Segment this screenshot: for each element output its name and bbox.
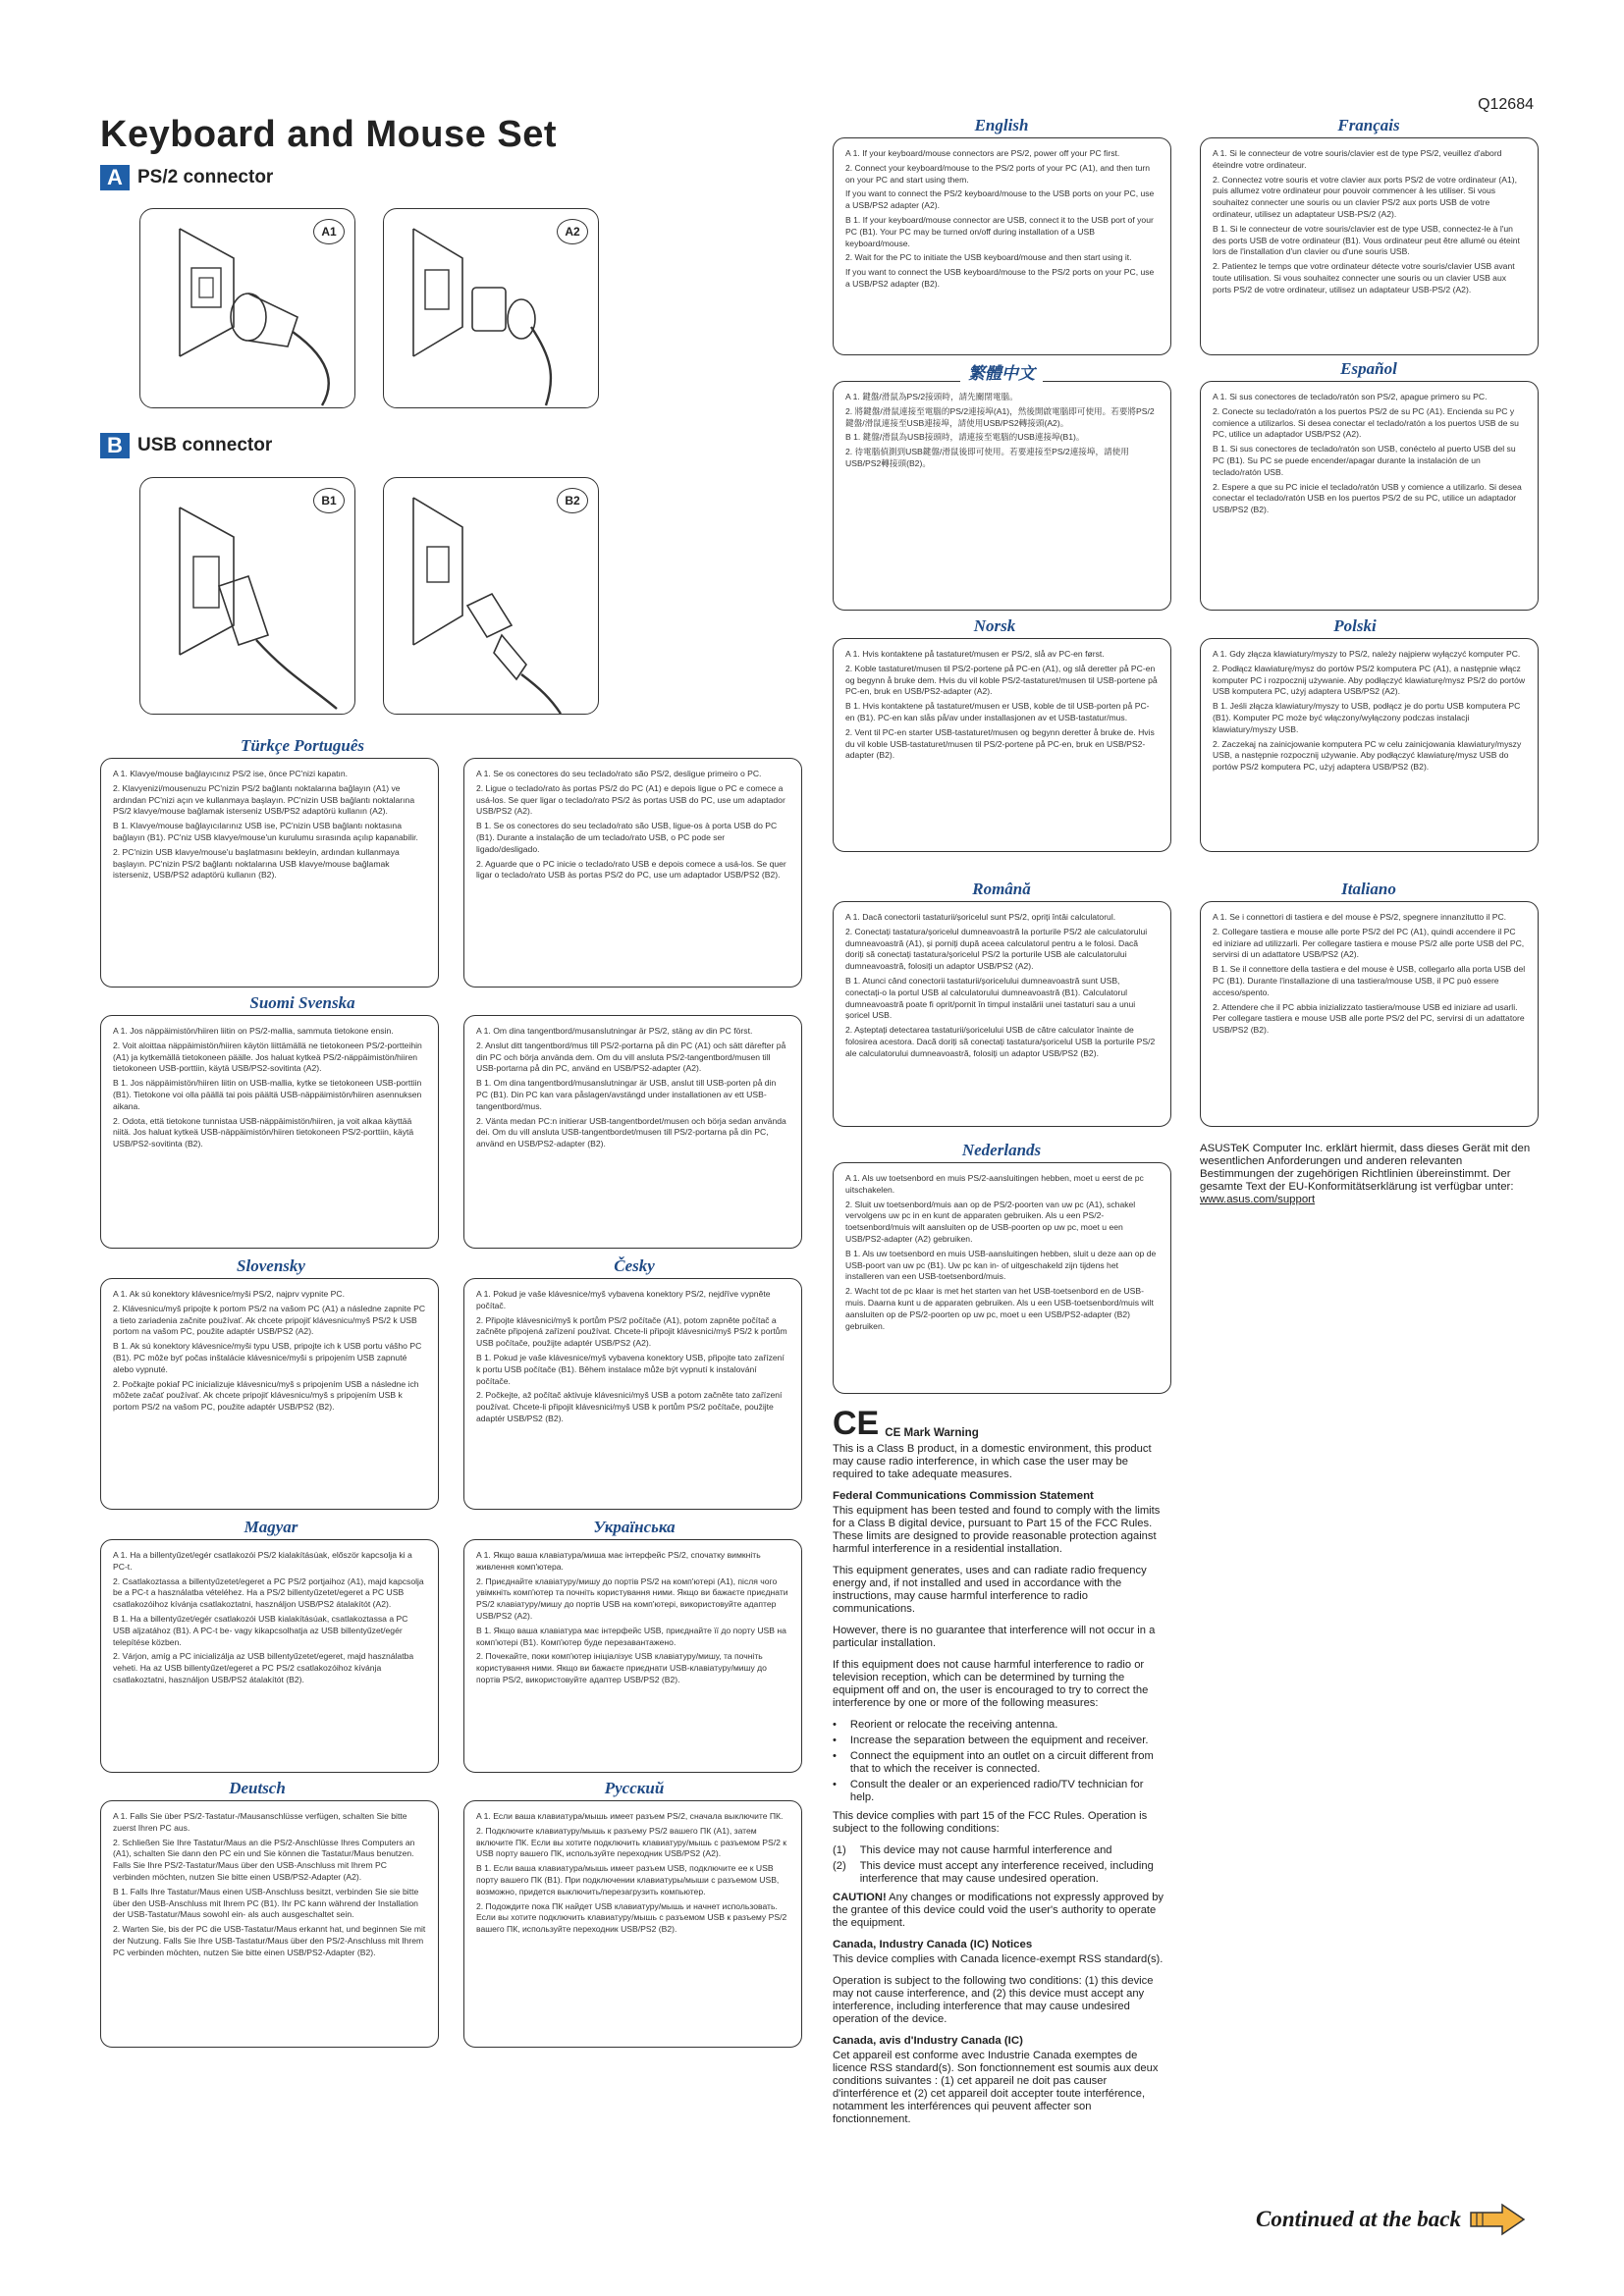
fcc-measure: • Consult the dealer or an experienced radio/TV technician for help.: [833, 1779, 1144, 1803]
section-b-text: USB connector: [137, 435, 273, 455]
heading-suomi: Suomi Svenska: [242, 993, 362, 1013]
fcc-p4: If this equipment does not cause harmful interference to radio or television reception, which can be determined by turning the equipment off and on, the user is encouraged to try to correct the interference by one or more of the following measures:: [833, 1659, 1149, 1709]
magyar-line-2: 2. Csatlakoztassa a billentyűzetet/egeret a PC PS/2 portjaihoz (A1), majd kapcsolja be a PC-t a használatba vételéhez. Ha a PS/2 billentyűzetet/egeret a PC USB csatlakozóihoz kívánja csatlakoztatni, használjon USB/PS2 átalakítót (A2).: [113, 1575, 424, 1610]
ukr-line-1: A 1. Якщо ваша клавіатура/миша має інтерфейс PS/2, спочатку вимкніть живлення комп'ютера.: [476, 1550, 761, 1572]
cesky-box: [463, 1278, 802, 1510]
portugues-line-2: 2. Ligue o teclado/rato às portas PS/2 do PC (A1) e depois ligue o PC e comece a usá-los. Se quer ligar o teclado/rato PS/2 às portas USB do PC, use um adaptador USB/PS2 (A2).: [476, 782, 785, 817]
magyar-box: [100, 1539, 439, 1773]
deutsch-line-4: 2. Warten Sie, bis der PC die USB-Tastatur/Maus erkannt hat, und beginnen Sie mit der Nutzung. Falls Sie Ihre USB-Tastatur/Maus über den PS/2-Anschluss mit Ihrem PC verbinden möchten, nutzen Sie bitte einen USB/PS2-Adapter (B2).: [113, 1924, 426, 1957]
nederlands-box: [833, 1162, 1171, 1394]
slovensky-line-2: 2. Klávesnicu/myš pripojte k portom PS/2 na vašom PC (A1) a následne zapnite PC a tieto zariadenia začnite používať. Ak chcete pripojiť klávesnicu/myš PS/2 k USB portom na vašom PC, použite adaptér USB/PS2 (A2).: [113, 1303, 426, 1337]
model-code: Q12684: [1478, 96, 1534, 113]
heading-russian: Русский: [597, 1779, 673, 1798]
magyar-line-1: A 1. Ha a billentyűzet/egér csatlakozói PS/2 kialakításúak, először kapcsolja ki a PC-t.: [113, 1550, 412, 1572]
ce-title: CE Mark Warning: [885, 1426, 979, 1439]
italiano-line-1: A 1. Se i connettori di tastiera e del mouse è PS/2, spegnere innanzitutto il PC.: [1213, 912, 1507, 922]
canada-p2: Operation is subject to the following two conditions: (1) this device may not cause interference, and (2) this device must accept any interference, including interference that may cause undesired operation of the device.: [833, 1975, 1154, 2025]
arrow-right-icon: [1469, 2203, 1526, 2236]
nederlands-line-4: 2. Wacht tot de pc klaar is met het starten van het USB-toetsenbord en de USB-muis. Daarna kunt u de apparaten gebruiken. Als u een USB-toetsenbord/muis wilt aansluiten op de PS/2-poorten op uw pc, moet u een USB/PS2-adapter (B2) gebruiken.: [845, 1286, 1154, 1331]
ukr-line-2: 2. Приєднайте клавіатуру/мишу до портів PS/2 на комп'ютері (A1), після чого увімкніть комп'ютер та почніть користування ними. Якщо ви бажаєте приєднати PS/2 клавіатуру/мишу до портів USB на комп'ютері, використовуйте адаптер USB/PS2 (A2).: [476, 1575, 788, 1621]
nederlands-line-3: B 1. Als uw toetsenbord en muis USB-aansluitingen hebben, sluit u deze aan op de USB-poort van uw pc (B1). Uw pc kan in- of uitgeschakeld zijn tijdens het installeren van een USB-toetsenbord/muis.: [845, 1248, 1157, 1282]
illustration-a1-tag: A1: [313, 219, 345, 244]
ps2-adapter-icon: [384, 478, 598, 714]
svenska-line-3: B 1. Om dina tangentbord/musanslutningar är USB, anslut till USB-porten på din PC (B1). Din PC kan vara påslagen/avstängd under installationen av ett USB-tangentbord/mus.: [476, 1078, 777, 1111]
ukr-line-3: B 1. Якщо ваша клавіатура має інтерфейс USB, приєднайте її до порту USB на комп'ютері (B1). Комп'ютер буде перезавантажено.: [476, 1625, 786, 1647]
fcc-p1: This equipment has been tested and found to comply with the limits for a Class B digital device, pursuant to Part 15 of the FCC Rules. These limits are designed to provide reasonable protection against harmful interference in a residential installation.: [833, 1505, 1161, 1555]
heading-espanol: Español: [1332, 359, 1405, 379]
slovensky-line-3: B 1. Ak sú konektory klávesnice/myši typu USB, pripojte ich k USB portu vášho PC (B1). PC môže byť počas inštalácie klávesnice/myši s pripojením USB zapnuté alebo vypnuté.: [113, 1341, 422, 1374]
heading-francais: Français: [1329, 116, 1407, 135]
asus-declaration: [1200, 1143, 1534, 1206]
english-line-5: 2. Wait for the PC to initiate the USB keyboard/mouse and then start using it.: [845, 252, 1132, 263]
heading-deutsch: Deutsch: [221, 1779, 294, 1798]
fcc-p5: This device complies with part 15 of the FCC Rules. Operation is subject to the following conditions:: [833, 1810, 1148, 1835]
chinese-box: [833, 381, 1171, 611]
francais-line-3: B 1. Si le connecteur de votre souris/clavier est de type USB, connectez-le à l'un des ports USB de votre ordinateur (B1). Vous ordinateur peut être allumé ou éteint lors de l'installation d'un clavier ou d'une souris USB.: [1213, 223, 1520, 257]
english-line-1: A 1. If your keyboard/mouse connectors are PS/2, power off your PC first.: [845, 148, 1120, 158]
portugues-line-1: A 1. Se os conectores do seu teclado/rato são PS/2, desligue primeiro o PC.: [476, 769, 762, 778]
romana-line-1: A 1. Dacă conectorii tastaturii/șoricelul sunt PS/2, opriți întâi calculatorul.: [845, 912, 1116, 922]
slovensky-line-4: 2. Počkajte pokiaľ PC inicializuje klávesnicu/myš s pripojením USB a následne ich môžete začať používať. Ak chcete pripojiť klávesnicu/myš s pripojením USB k portom PS/2 na vašom PC, použite adaptér USB/PS2 (B2).: [113, 1378, 419, 1413]
ce-text: This is a Class B product, in a domestic environment, this product may cause radio interference, in which case the user may be required to take adequate measures.: [833, 1443, 1152, 1480]
nederlands-line-2: 2. Sluit uw toetsenbord/muis aan op de PS/2-poorten van uw pc (A1), schakel vervolgens uw pc in en kunt de apparaten gebruiken. Als u een PS/2-toetsenbord/muis wilt aansluiten op de USB-poorten op uw pc, moet u een USB/PS2-adapter (A2) gebruiken.: [845, 1199, 1136, 1244]
suomi-line-2: 2. Voit aloittaa näppäimistön/hiiren käytön liittämällä ne tietokoneen PS/2-portteihin (A1) ja kytkemällä tietokoneen päälle. Jos haluat kytkeä PS/2-näppäimistön/hiiren tietokoneen USB-porttiin, käytä USB/PS2-sovitinta (A2).: [113, 1040, 422, 1074]
fcc-p2: This equipment generates, uses and can radiate radio frequency energy and, if not installed and used in accordance with the instructions, may cause harmful interference to radio communications.: [833, 1565, 1147, 1615]
francais-box: [1200, 137, 1539, 355]
asus-support-link[interactable]: www.asus.com/support: [1200, 1194, 1316, 1205]
ukr-line-4: 2. Почекайте, поки комп'ютер ініціалізує USB клавіатуру/мишу, та почніть користування ними. Якщо ви бажаєте приєднати USB-клавіатуру/мишу до портів PS/2, використовуйте адаптер USB/PS2 (B2).: [476, 1651, 767, 1684]
polski-line-2: 2. Podłącz klawiaturę/mysz do portów PS/2 komputera PC (A1), a następnie włącz komputer PC i rozpocznij używanie. Aby podłączyć klawiaturę/mysz PS/2 do portów USB komputera PC, użyj adaptera USB/PS2 (A2).: [1213, 663, 1526, 697]
heading-english: English: [967, 116, 1037, 135]
slovensky-line-1: A 1. Ak sú konektory klávesnice/myši PS/2, najprv vypnite PC.: [113, 1289, 345, 1299]
nederlands-line-1: A 1. Als uw toetsenbord en muis PS/2-aansluitingen hebben, moet u eerst de pc uitschakelen.: [845, 1173, 1144, 1195]
espanol-line-3: B 1. Si sus conectores de teclado/ratón son USB, conéctelo al puerto USB del su PC (B1). Su PC se puede encender/apagar durante la instalación de un teclado/ratón USB.: [1213, 444, 1516, 477]
section-a-label: [100, 165, 273, 190]
polski-line-4: 2. Zaczekaj na zainicjowanie komputera PC w celu zainicjowania klawiatury/myszy USB, a następnie rozpocznij używanie. Aby podłączyć klawiaturę/mysz USB do portów PS/2 komputera PC, użyj adaptera USB/PS2 (B2).: [1213, 738, 1522, 773]
fcc-caution: CAUTION! Any changes or modifications not expressly approved by the grantee of this device could void the user's authority to operate the equipment.: [833, 1892, 1164, 1929]
english-box: [833, 137, 1171, 355]
heading-polski: Polski: [1326, 616, 1383, 636]
francais-line-1: A 1. Si le connecteur de votre souris/clavier est de type PS/2, veuillez d'abord éteindre votre ordinateur.: [1213, 148, 1502, 170]
usb-adapter-icon: [384, 209, 598, 407]
fcc-conditions: [833, 1844, 1166, 1886]
suomi-line-4: 2. Odota, että tietokone tunnistaa USB-näppäimistön/hiiren, ja voit alkaa käyttää niitä. Jos haluat kytkeä USB-näppäimistön/hiiren tietokoneen PS/2-porttiin, käytä USB/PS2-sovitinta (B2).: [113, 1115, 414, 1149]
heading-slovensky: Slovensky: [229, 1256, 313, 1276]
turkce-line-4: 2. PC'nizin USB klavye/mouse'u başlatmasını bekleyin, ardından kullanmaya başlayın. PC'nizin PS/2 bağlantı noktalarına USB klavye/mouse bağlamak isterseniz, USB/PS2 adaptörü kullanın (B2).: [113, 846, 400, 881]
regulatory-notices: [833, 1405, 1166, 2135]
cesky-line-2: 2. Připojte klávesnici/myš k portům PS/2 počítače (A1), potom zapněte počítač a začněte připojená zařízení používat. Chcete-li připojit klávesnici/myš PS/2 k portům USB počítače, použijte adaptér USB/PS2 (A2).: [476, 1314, 787, 1349]
heading-norsk: Norsk: [966, 616, 1024, 636]
romana-line-4: 2. Așteptați detectarea tastaturii/șoricelului USB de către calculator înainte de folosirea acestora. Dacă doriți să conectați tastatura/șoricelul USB la porturile PS/2 ale calculatorului dumneavoastră, folosiți un adaptor USB/PS2 (B2).: [845, 1025, 1156, 1058]
fcc-p3: However, there is no guarantee that interference will not occur in a particular installation.: [833, 1625, 1156, 1649]
turkce-line-3: B 1. Klavye/mouse bağlayıcılarınız USB ise, PC'nizin USB bağlantı noktasına bağlayın (B1). PC'niz USB klavye/mouse'un kurulumu sırasında açılıp kapanabilir.: [113, 821, 418, 842]
canada-title: Canada, Industry Canada (IC) Notices: [833, 1939, 1033, 1950]
fcc-measure: • Increase the separation between the equipment and receiver.: [833, 1735, 1149, 1746]
heading-turkce: Türkçe Português: [233, 736, 372, 756]
norsk-line-3: B 1. Hvis kontaktene på tastaturet/musen er USB, koble de til USB-porten på PC-en (B1). PC-en kan slås på/av under installasjonen av et USB-tastatur/mus.: [845, 701, 1150, 722]
russian-line-4: 2. Подождите пока ПК найдет USB клавиатуру/мышь и начнет использовать. Если вы хотите подключить клавиатуру/мышь с разъемом USB к разъему PS/2 вашего ПК, используйте переходник USB/PS2 (B2).: [476, 1900, 787, 1935]
cesky-line-3: B 1. Pokud je vaše klávesnice/myš vybavena konektory USB, připojte tato zařízení k portu USB počítače (B1). Během instalace může být vypnutí k instalování počítače.: [476, 1352, 785, 1386]
fcc-measures: [833, 1719, 1166, 1804]
canada-fr-p: Cet appareil est conforme avec Industrie Canada exemptes de licence RSS standard(s). Son fonctionnement est soumis aux deux conditions suivantes : (1) cet appareil ne doit pas causer d'interférence et (2) cet appareil doit accepter toute interférence, notamment les interférences qui peuvent affecter son fonctionnement.: [833, 2050, 1159, 2125]
russian-line-3: B 1. Если ваша клавиатура/мышь имеет разъем USB, подключите ее к USB порту вашего ПК (B1). При подключении клавиатуры/мыши с разъемом USB, возможно, придется выключить/перезагрузить компьютер.: [476, 1863, 780, 1896]
russian-line-1: A 1. Если ваша клавиатура/мышь имеет разъем PS/2, сначала выключите ПК.: [476, 1811, 784, 1821]
fcc-condition: (1) This device may not cause harmful interference and: [833, 1844, 1112, 1856]
deutsch-line-1: A 1. Falls Sie über PS/2-Tastatur-/Mausanschlüsse verfügen, schalten Sie bitte zuerst Ihren PC aus.: [113, 1811, 407, 1833]
heading-romana: Română: [964, 880, 1039, 899]
polski-line-1: A 1. Gdy złącza klawiatury/myszy to PS/2, należy najpierw wyłączyć komputer PC.: [1213, 649, 1521, 659]
svenska-line-1: A 1. Om dina tangentbord/musanslutningar är PS/2, stäng av din PC först.: [476, 1026, 753, 1036]
continued-text: Continued at the back: [1256, 2207, 1461, 2231]
canada-p1: This device complies with Canada licence-exempt RSS standard(s).: [833, 1953, 1164, 1965]
section-b-label: [100, 433, 272, 458]
deutsch-line-2: 2. Schließen Sie Ihre Tastatur/Maus an die PS/2-Anschlüsse Ihres Computers an (A1), schalten Sie dann den PC ein und Sie können die Tastatur/Maus benutzen. Falls Sie Ihre PS/2-Tastatur/Maus über den USB-Anschluss mit Ihrem PC verbinden möchten, nutzen Sie bitte einen USB/PS2-Adapter (A2).: [113, 1837, 415, 1882]
fcc-title: Federal Communications Commission Statement: [833, 1490, 1094, 1502]
heading-italiano: Italiano: [1333, 880, 1404, 899]
italiano-line-2: 2. Collegare tastiera e mouse alle porte PS/2 del PC (A1), quindi accendere il PC ed iniziare ad utilizzarli. Per collegare tastiera e mouse PS/2 alle porte USB del PC, servirsi di un adattatore USB/PS2 (A2).: [1213, 926, 1525, 960]
chinese-line-3: B 1. 鍵盤/滑鼠為USB接頭時，請連接至電腦的USB連接埠(B1)。: [845, 432, 1085, 443]
norsk-line-2: 2. Koble tastaturet/musen til PS/2-portene på PC-en (A1), og slå deretter på PC-en og begynn å bruke dem. Hvis du vil koble PS/2-tastaturet/musen til USB-portene på PC-en, bruk en USB/PS2-adapter (A2).: [845, 663, 1158, 697]
deutsch-line-3: B 1. Falls Ihre Tastatur/Maus einen USB-Anschluss besitzt, verbinden Sie sie bitte über den USB-Anschluss mit Ihrem PC (B1). Ihr PC kann während der Installation der USB-Tastatur/Maus sowohl ein- als auch ausgeschaltet sein.: [113, 1886, 419, 1920]
suomi-box: [100, 1015, 439, 1249]
english-line-3: If you want to connect the PS/2 keyboard/mouse to the USB ports on your PC, use a USB/PS2 adapter (A2).: [845, 188, 1155, 211]
svenska-line-4: 2. Vänta medan PC:n initierar USB-tangentbordet/musen och börja sedan använda dei. Om du vill ansluta USB-tangentbordet/musen till PS/2-portarna på din PC, använd en USB/PS2-adapter (B2).: [476, 1115, 786, 1149]
svenska-box: [463, 1015, 802, 1249]
suomi-line-1: A 1. Jos näppäimistön/hiiren liitin on PS/2-mallia, sammuta tietokone ensin.: [113, 1026, 394, 1036]
norsk-line-1: A 1. Hvis kontaktene på tastaturet/musen er PS/2, slå av PC-en først.: [845, 649, 1105, 659]
espanol-box: [1200, 381, 1539, 611]
fcc-measure: • Reorient or relocate the receiving antenna.: [833, 1719, 1058, 1731]
illustration-a2: [383, 208, 599, 408]
norsk-line-4: 2. Vent til PC-en starter USB-tastaturet/musen og begynn deretter å bruke de. Hvis du vil koble USB-tastaturet/musen til PS/2-portene på PC-en, bruk en USB/PS2-adapter (B2).: [845, 726, 1155, 761]
canada-fr-title: Canada, avis d'Industry Canada (IC): [833, 2035, 1023, 2047]
espanol-line-4: 2. Espere a que su PC inicie el teclado/ratón USB y comience a utilizarlo. Si desea conectar el teclado/ratón USB en los puertos PS/2 de su PC, utilice un adaptador USB/PS2 (B2).: [1213, 481, 1522, 515]
turkce-line-2: 2. Klavyenizi/mousenuzu PC'nizin PS/2 bağlantı noktalarına bağlayın (A1) ve ardından PC'nizi açın ve kullanmaya başlayın. PC'nizin USB bağlantı noktalarına PS/2 klavye/mouse bağlamak isterseniz USB/PS2 adaptörü kullanın (A2).: [113, 782, 415, 817]
usb-plug-icon: [140, 478, 354, 714]
heading-nederlands: Nederlands: [954, 1141, 1049, 1160]
russian-box: [463, 1800, 802, 2048]
portugues-line-4: 2. Aguarde que o PC inicie o teclado/rato USB e depois comece a usá-los. Se quer ligar o teclado/rato USB às portas PS/2 do PC, use um adaptador USB/PS2 (B2).: [476, 858, 786, 881]
heading-chinese: 繁體中文: [960, 359, 1043, 384]
section-a-text: PS/2 connector: [137, 167, 274, 187]
ukr-box: [463, 1539, 802, 1773]
italiano-line-3: B 1. Se il connettore della tastiera e del mouse è USB, collegarlo alla porta USB del PC (B1). Durante l'installazione di una tastiera/mouse USB, il PC può essere acceso/spento.: [1213, 964, 1526, 997]
chinese-line-4: 2. 待電腦偵測到USB鍵盤/滑鼠後即可使用。若要連接至PS/2連接埠，請使用USB/PS2轉接頭(B2)。: [845, 447, 1129, 468]
heading-ukr: Українська: [585, 1518, 682, 1537]
ps2-plug-icon: [140, 209, 354, 407]
illustration-b1: [139, 477, 355, 715]
francais-line-4: 2. Patientez le temps que votre ordinateur détecte votre souris/clavier USB avant toute utilisation. Si vous souhaitez connecter une souris ou un clavier USB aux ports PS/2 de votre ordinateur, utilisez un adaptateur USB-PS/2 (A2).: [1213, 261, 1515, 294]
illustration-a2-tag: A2: [557, 219, 588, 244]
chinese-line-2: 2. 將鍵盤/滑鼠連接至電腦的PS/2連接埠(A1)，然後開啟電腦即可使用。若要將PS/2鍵盤/滑鼠連接至USB連接埠，請使用USB/PS2轉接頭(A2)。: [845, 405, 1155, 428]
turkce-line-1: A 1. Klavye/mouse bağlayıcınız PS/2 ise, önce PC'nizi kapatın.: [113, 769, 349, 778]
deutsch-box: [100, 1800, 439, 2048]
chinese-line-1: A 1. 鍵盤/滑鼠為PS/2接頭時，請先關閉電腦。: [845, 392, 1018, 401]
turkce-box: [100, 758, 439, 988]
ce-header: [833, 1405, 1166, 1442]
italiano-box: [1200, 901, 1539, 1127]
cesky-line-4: 2. Počkejte, až počítač aktivuje klávesnici/myš USB a potom začněte tato zařízení používat. Chcete-li připojit klávesnici/myš USB k portům PS/2 počítače, použijte adaptér USB/PS2 (B2).: [476, 1390, 783, 1423]
magyar-line-4: 2. Várjon, amíg a PC inicializálja az USB billentyűzetet/egeret, majd használatba veheti. Ha az USB billentyűzet/egeret a PC PS/2 csatlakozóihoz kívánja csatlakoztatni, használjon USB/PS2 átalakítót (B2).: [113, 1651, 414, 1684]
norsk-box: [833, 638, 1171, 852]
polski-line-3: B 1. Jeśli złącza klawiatury/myszy to USB, podłącz je do portu USB komputera PC (B1). Komputer PC może być włączony/wyłączony podczas instalacji klawiatury/myszy USB.: [1213, 701, 1521, 734]
svenska-line-2: 2. Anslut ditt tangentbord/mus till PS/2-portarna på din PC (A1) och sätt därefter på din PC och börja använda dem. Om du vill ansluta PS/2-tangentbord/musen till USB-portarna på din PC, använd en USB/PS2-adapter (A2).: [476, 1040, 786, 1074]
portugues-box: [463, 758, 802, 988]
ce-mark-icon: CE: [833, 1405, 880, 1442]
suomi-line-3: B 1. Jos näppäimistön/hiiren liitin on USB-mallia, kytke se tietokoneen USB-porttiin (B1). Tietokone voi olla päällä tai pois päältä USB-näppäimistön/hiiren asennuksen aikana.: [113, 1078, 422, 1111]
espanol-line-2: 2. Conecte su teclado/ratón a los puertos PS/2 de su PC (A1). Encienda su PC y comience a utilizarlos. Si desea conectar el teclado/ratón a los puertos USB de su PC, utilice un adaptador USB/PS2 (A2).: [1213, 405, 1519, 440]
fcc-measure: • Connect the equipment into an outlet on a circuit different from that to which the receiver is connected.: [833, 1750, 1154, 1775]
fcc-condition: (2) This device must accept any interference received, including interference that may cause undesired operation.: [833, 1860, 1154, 1885]
cesky-line-1: A 1. Pokud je vaše klávesnice/myš vybavena konektory PS/2, nejdříve vypněte počítač.: [476, 1289, 771, 1310]
continued-note: [1256, 2203, 1526, 2236]
illustration-b2-tag: B2: [557, 488, 588, 513]
romana-box: [833, 901, 1171, 1127]
english-line-6: If you want to connect the USB keyboard/mouse to the PS/2 ports on your PC, use a USB/PS2 adapter (B2).: [845, 267, 1155, 289]
romana-line-3: B 1. Atunci când conectorii tastaturii/șoricelului dumneavoastră sunt USB, conectați-o la portul USB al calculatorului dumneavoastră (B1). Calculatorul dumneavoastră poate fi oprit/pornit în timpul instalării unei tastaturi sau a unui șoricel USB.: [845, 975, 1136, 1021]
portugues-line-3: B 1. Se os conectores do seu teclado/rato são USB, ligue-os à porta USB do PC (B1). Durante a instalação de um teclado/rato USB, o PC pode ser ligado/desligado.: [476, 821, 778, 854]
english-line-2: 2. Connect your keyboard/mouse to the PS/2 ports of your PC (A1), and then turn on your PC and start using them.: [845, 162, 1151, 185]
illustration-b2: [383, 477, 599, 715]
illustration-b1-tag: B1: [313, 488, 345, 513]
slovensky-box: [100, 1278, 439, 1510]
espanol-line-1: A 1. Si sus conectores de teclado/ratón son PS/2, apague primero su PC.: [1213, 392, 1488, 401]
asus-declaration-text: ASUSTeK Computer Inc. erklärt hiermit, dass dieses Gerät mit den wesentlichen Anforderungen und anderen relevanten Bestimmungen der zugehörigen Richtlinien übereinstimmt. Der gesamte Text der EU-Konformitätserklärung ist verfügbar unter:: [1200, 1143, 1531, 1193]
page-title: Keyboard and Mouse Set: [100, 114, 557, 155]
heading-magyar: Magyar: [237, 1518, 306, 1537]
magyar-line-3: B 1. Ha a billentyűzet/egér csatlakozói USB kialakításúak, csatlakoztassa a PC USB aljzatához (B1). A PC-t be- vagy kikapcsolhatja az USB billentyűzet/egér telepítése közben.: [113, 1613, 408, 1647]
romana-line-2: 2. Conectați tastatura/șoricelul dumneavoastră la porturile PS/2 ale calculatorului dumneavoastră (A1), și porniți după aceea calculatorul pentru a le folosi. Dacă doriți să conectați tastatura/șoricelul PS/2 la porturile USB ale calculatorului dumneavoastră, folosiți un adaptor USB/PS2 (A2).: [845, 926, 1148, 972]
section-a-badge: A: [100, 165, 130, 190]
polski-box: [1200, 638, 1539, 852]
heading-cesky: Česky: [606, 1256, 663, 1276]
illustration-a1: [139, 208, 355, 408]
italiano-line-4: 2. Attendere che il PC abbia inizializzato tastiera/mouse USB ed iniziare ad usarli. Per collegare tastiera e mouse USB alle porte PS/2 del PC, servirsi di un adattatore USB/PS2 (B2).: [1213, 1001, 1525, 1036]
francais-line-2: 2. Connectez votre souris et votre clavier aux ports PS/2 de votre ordinateur (A1), puis allumez votre ordinateur pour pouvoir commencer à les utiliser. Si vous souhaitez connecter une souris ou un clavier PS/2 aux ports USB de votre ordinateur, utilisez un adaptateur USB-PS/2 (A2).: [1213, 174, 1518, 219]
russian-line-2: 2. Подключите клавиатуру/мышь к разъему PS/2 вашего ПК (A1), затем включите ПК. Если вы хотите подключить клавиатуру/мышь с разъемом PS/2 к USB порту вашего ПК, используйте переходник USB/PS2 (A2).: [476, 1825, 787, 1859]
section-b-badge: B: [100, 433, 130, 458]
english-line-4: B 1. If your keyboard/mouse connector are USB, connect it to the USB port of your PC (B1). Your PC may be turned on/off during installation of a USB keyboard/mouse.: [845, 214, 1154, 248]
